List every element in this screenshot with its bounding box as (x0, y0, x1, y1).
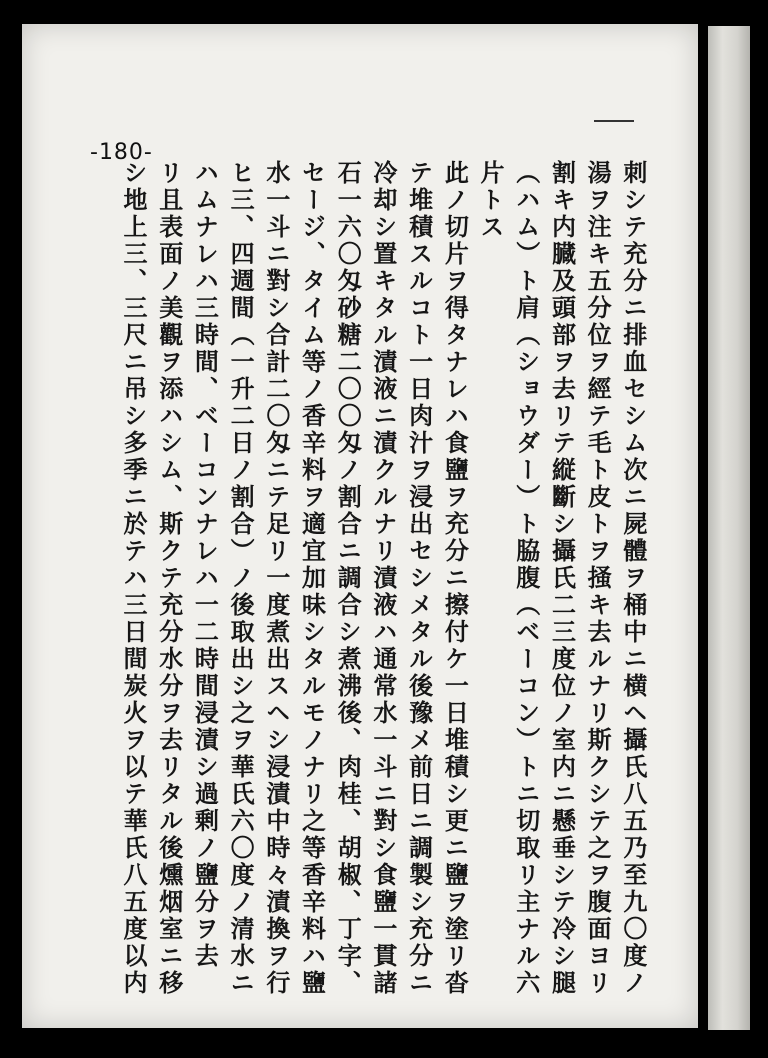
page-edge (708, 26, 750, 1030)
pencil-mark (594, 120, 634, 122)
text-column: リ且表面ノ美觀ヲ添ハシム、斯クテ充分水分ヲ去リタル後燻烟室ニ移 (154, 160, 184, 997)
text-column: 割キ内臓及頭部ヲ去リテ縦斷シ攝氏二三度位ノ室内ニ懸垂シテ冷シ腿 (547, 160, 577, 997)
text-column: テ堆積スルコト一日肉汁ヲ浸出セシメタル後豫メ前日ニ調製シ充分ニ (404, 160, 434, 997)
text-column: ヒ三、四週間（一升二日ノ割合）ノ後取出シ之ヲ華氏六〇度ノ清水ニ (226, 160, 256, 997)
text-column: 石一六〇匁砂糖二〇〇匁ノ割合ニ調合シ煮沸後、肉桂、胡椒、丁字、 (333, 160, 363, 997)
text-column: シ地上三、三尺ニ吊シ多季ニ於テハ三日間炭火ヲ以テ華氏八五度以内 (119, 160, 148, 997)
vertical-text-block (118, 160, 648, 997)
text-column: 此ノ切片ヲ得タナレハ食鹽ヲ充分ニ擦付ケ一日堆積シ更ニ鹽ヲ塗リ沓 (440, 160, 470, 997)
text-column: 水一斗ニ對シ合計二〇匁ニテ足リ一度煮出スヘシ浸漬中時々漬換ヲ行 (261, 160, 291, 997)
text-column: 冷却シ置キタル漬液ニ漬クルナリ漬液ハ通常水一斗ニ對シ食鹽一貫諸 (368, 160, 398, 997)
text-column: 刺シテ充分ニ排血セシム次ニ屍體ヲ桶中ニ横ヘ攝氏八五乃至九〇度ノ (618, 160, 648, 997)
text-column: セージ、タイム等ノ香辛料ヲ適宜加味シタルモノナリ之等香辛料ハ鹽 (297, 160, 327, 997)
text-column: ハムナレハ三時間、ベーコンナレハ一二時間浸漬シ過剰ノ鹽分ヲ去 (190, 160, 220, 970)
text-column: 湯ヲ注キ五分位ヲ經テ毛ト皮トヲ掻キ去ルナリ斯クシテ之ヲ腹面ヨリ (583, 160, 613, 997)
text-column: （ハム）ト肩（ショウダー）ト脇腹（ベーコン）トニ切取リ主ナル六 (511, 160, 541, 997)
text-column: 片トス (476, 160, 506, 241)
page-number: -180- (90, 140, 153, 165)
